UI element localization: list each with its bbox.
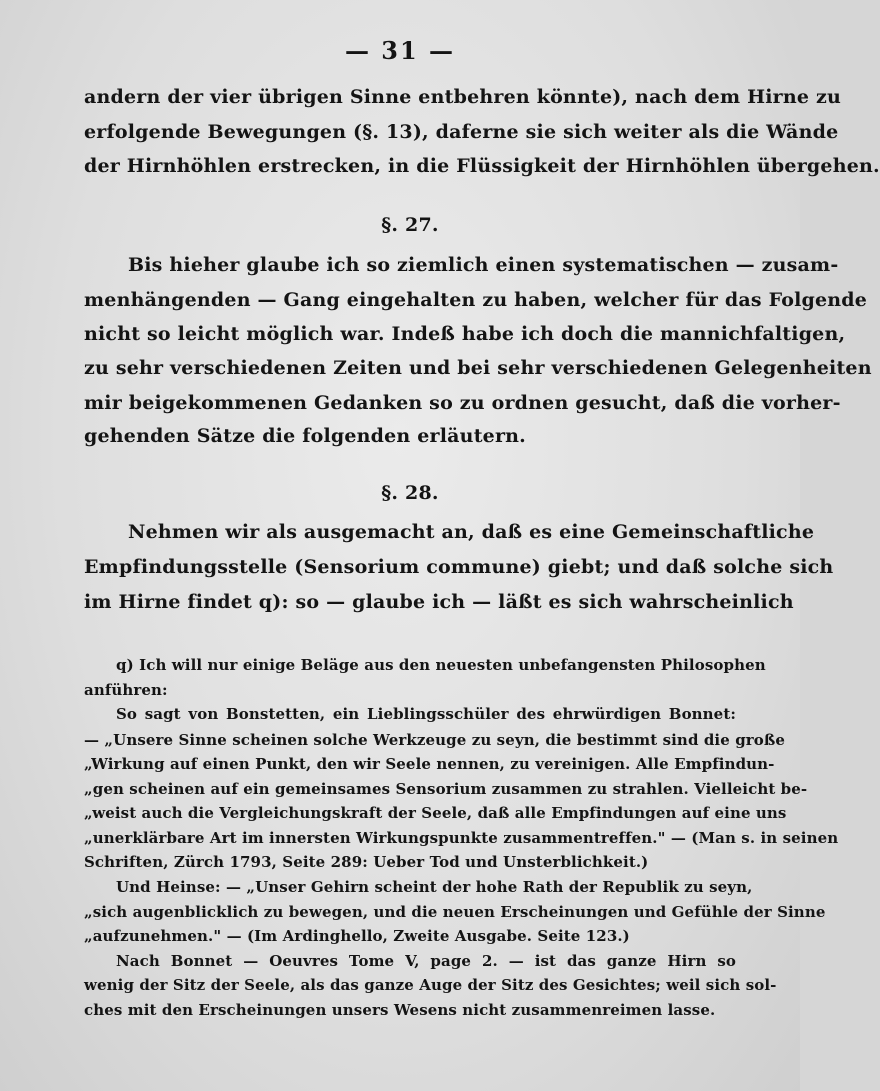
footnote-line: q) Ich will nur einige Beläge aus den neuesten unbefangensten Philosophen bbox=[116, 656, 766, 674]
footnote-line: So sagt von Bonstetten, ein Lieblingsschüler des ehrwürdigen Bonnet: bbox=[116, 705, 736, 723]
text-line: erfolgende Bewegungen (§. 13), daferne sie sich weiter als die Wände bbox=[84, 121, 839, 143]
footnote-line: „weist auch die Vergleichungskraft der Seele, daß alle Empfindungen auf eine uns bbox=[84, 804, 787, 822]
footnote-line: Und Heinse: — „Unser Gehirn scheint der hohe Rath der Republik zu seyn, bbox=[116, 878, 753, 896]
footnote-line: „unerklärbare Art im innersten Wirkungspunkte zusammentreffen." — (Man s. in seinen bbox=[84, 829, 839, 847]
text-line: andern der vier übrigen Sinne entbehren könnte), nach dem Hirne zu bbox=[84, 86, 841, 108]
text-line: nicht so leicht möglich war. Indeß habe ich doch die mannichfaltigen, bbox=[84, 323, 846, 345]
text-line: Bis hieher glaube ich so ziemlich einen systematischen — zusam- bbox=[128, 254, 839, 276]
section-heading: §. 28. bbox=[381, 482, 439, 504]
text-line: menhängenden — Gang eingehalten zu haben, welcher für das Folgende bbox=[84, 289, 868, 311]
text-line: Empfindungsstelle (Sensorium commune) giebt; und daß solche sich bbox=[84, 556, 834, 578]
footnote-line: anführen: bbox=[84, 681, 168, 699]
footnote-line: „aufzunehmen." — (Im Ardinghello, Zweite Ausgabe. Seite 123.) bbox=[84, 927, 630, 945]
footnote-line: Nach Bonnet — Oeuvres Tome V, page 2. — ist das ganze Hirn so bbox=[116, 952, 736, 970]
footnote-line: ches mit den Erscheinungen unsers Wesens nicht zusammenreimen lasse. bbox=[84, 1001, 716, 1019]
footnote-line: wenig der Sitz der Seele, als das ganze Auge der Sitz des Gesichtes; weil sich sol- bbox=[84, 976, 777, 994]
text-line: im Hirne findet q): so — glaube ich — läßt es sich wahrscheinlich bbox=[84, 591, 794, 613]
text-line: gehenden Sätze die folgenden erläutern. bbox=[84, 425, 526, 447]
footnote-line: „gen scheinen auf ein gemeinsames Sensorium zusammen zu strahlen. Vielleicht be- bbox=[84, 780, 808, 798]
page-number: — 31 — bbox=[344, 36, 456, 65]
footnote-line: „sich augenblicklich zu bewegen, und die neuen Erscheinungen und Gefühle der Sinne bbox=[84, 903, 826, 921]
text-line: mir beigekommenen Gedanken so zu ordnen gesucht, daß die vorher- bbox=[84, 392, 841, 414]
text-line: zu sehr verschiedenen Zeiten und bei sehr verschiedenen Gelegenheiten bbox=[84, 357, 872, 379]
footnote-line: — „Unsere Sinne scheinen solche Werkzeuge zu seyn, die bestimmt sind die große bbox=[84, 731, 786, 749]
section-heading: §. 27. bbox=[381, 214, 439, 236]
footnote-line: „Wirkung auf einen Punkt, den wir Seele nennen, zu vereinigen. Alle Empfindun- bbox=[84, 755, 775, 773]
text-line: Nehmen wir als ausgemacht an, daß es eine Gemeinschaftliche bbox=[128, 521, 815, 543]
footnote-line: Schriften, Zürch 1793, Seite 289: Ueber Tod und Unsterblichkeit.) bbox=[84, 853, 649, 871]
text-line: der Hirnhöhlen erstrecken, in die Flüssigkeit der Hirnhöhlen übergehen. bbox=[84, 155, 880, 177]
